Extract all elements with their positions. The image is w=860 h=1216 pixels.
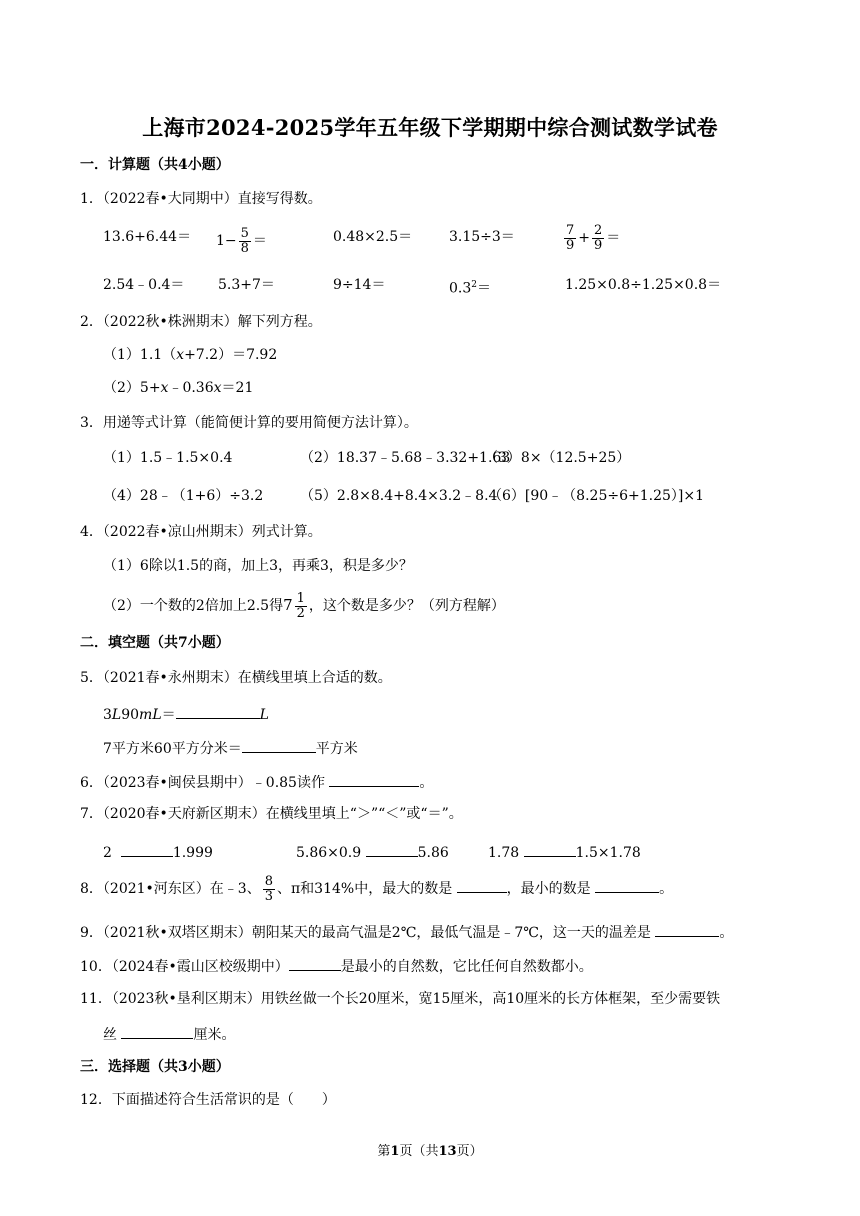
answer-blank[interactable]	[366, 842, 418, 857]
q5-line-1: 3L90mL＝ L	[103, 704, 269, 724]
fraction: $\frac{2}{9}$	[594, 222, 603, 253]
question-10: 10．（2024春•霞山区校级期中） 是最小的自然数，它比任何自然数都小。	[80, 956, 593, 976]
q1-item-7: 5.3+7＝	[218, 277, 275, 293]
fraction: $\frac{1}{2}$	[296, 590, 305, 621]
q1-item-8: 9÷14＝	[333, 277, 386, 293]
exam-title: 上海市2024-2025学年五年级下学期期中综合测试数学试卷	[142, 115, 718, 140]
q3-part-3: （3）8×（12.5+25）	[484, 450, 631, 466]
q1-item-5: $\frac{7}{9}$ + $\frac{2}{9}$ ＝	[566, 222, 621, 253]
q1-item-10: 1.25×0.8÷1.25×0.8＝	[565, 277, 722, 293]
answer-blank[interactable]	[595, 878, 659, 893]
fraction: $\frac{8}{3}$	[264, 873, 273, 904]
answer-blank[interactable]	[524, 842, 576, 857]
q3-part-2: （2）18.37﹣5.68﹣3.32+1.63	[300, 450, 511, 466]
q3-part-6: （6）[90﹣（8.25÷6+1.25）]×1	[488, 488, 704, 504]
q2-part-2: （2）5+x﹣0.36x＝21	[103, 380, 254, 396]
q4-part-1: （1）6除以1.5的商，加上3，再乘3，积是多少？	[103, 558, 413, 574]
q3-part-1: （1）1.5﹣1.5×0.4	[103, 450, 233, 466]
q5-line-2: 7平方米60平方分米＝ 平方米	[103, 738, 358, 758]
q7-compare-3: 1.78 1.5×1.78	[488, 842, 641, 862]
question-8: 8．（2021•河东区）在﹣3、 $\frac{8}{3}$ 、π和314%中，最大的数是 ，最小的数是 。	[80, 873, 674, 904]
q3-part-5: （5）2.8×8.4+8.4×3.2﹣8.4	[300, 488, 498, 504]
question-2-stem: 2．（2022秋•株洲期末）解下列方程。	[80, 314, 322, 330]
answer-blank[interactable]	[176, 704, 260, 719]
answer-blank[interactable]	[457, 878, 507, 893]
q1-item-1: 13.6+6.44＝	[103, 229, 192, 245]
question-11-line-2: 丝 厘米。	[103, 1024, 235, 1044]
q2-part-1: （1）1.1（x+7.2）＝7.92	[103, 347, 278, 363]
q7-compare-1: 2 1.999	[103, 842, 213, 862]
question-6: 6．（2023春•闽侯县期中）﹣0.85读作 。	[80, 772, 433, 792]
section-heading-2: 二．填空题（共7小题）	[80, 635, 230, 651]
answer-blank[interactable]	[655, 922, 719, 937]
answer-blank[interactable]	[289, 956, 341, 971]
q7-compare-2: 5.86×0.9 5.86	[296, 842, 449, 862]
q4-part-2: （2）一个数的2倍加上2.5得7 $\frac{1}{2}$ ，这个数是多少？（列方程解）	[103, 590, 505, 621]
q1-item-9: $0.3^2=$	[449, 280, 491, 297]
section-heading-1: 一．计算题（共4小题）	[80, 157, 230, 173]
question-5-stem: 5．（2021春•永州期末）在横线里填上合适的数。	[80, 670, 392, 686]
q1-item-3: 0.48×2.5＝	[333, 229, 413, 245]
section-heading-3: 三．选择题（共3小题）	[80, 1059, 230, 1075]
question-12-stem: 12．下面描述符合生活常识的是（ ）	[80, 1092, 336, 1108]
answer-blank[interactable]	[242, 738, 316, 753]
q1-item-2: 1− $\frac{5}{8}$ ＝	[216, 225, 267, 256]
question-7-stem: 7．（2020春•天府新区期末）在横线里填上“＞”“＜”或“＝”。	[80, 806, 463, 822]
fraction: $\frac{7}{9}$	[566, 222, 575, 253]
q1-item-4: 3.15÷3＝	[449, 229, 515, 245]
fraction: $\frac{5}{8}$	[240, 225, 249, 256]
question-3-stem: 3．用递等式计算（能简便计算的要用简便方法计算）。	[80, 415, 418, 431]
question-9: 9．（2021秋•双塔区期末）朝阳某天的最高气温是2℃，最低气温是﹣7℃，这一天的温差是 。	[80, 922, 733, 942]
page-footer: 第1页（共13页）	[377, 1144, 483, 1159]
question-11-line-1: 11．（2023秋•垦利区期末）用铁丝做一个长20厘米，宽15厘米，高10厘米的长方体框架，至少需要铁	[80, 991, 721, 1007]
answer-blank[interactable]	[329, 772, 419, 787]
q1-item-6: 2.54﹣0.4＝	[103, 277, 185, 293]
question-4-stem: 4．（2022春•凉山州期末）列式计算。	[80, 524, 322, 540]
q3-part-4: （4）28﹣（1+6）÷3.2	[103, 488, 264, 504]
question-1-stem: 1．（2022春•大同期中）直接写得数。	[80, 191, 322, 207]
answer-blank[interactable]	[121, 1024, 193, 1039]
answer-blank[interactable]	[121, 842, 173, 857]
